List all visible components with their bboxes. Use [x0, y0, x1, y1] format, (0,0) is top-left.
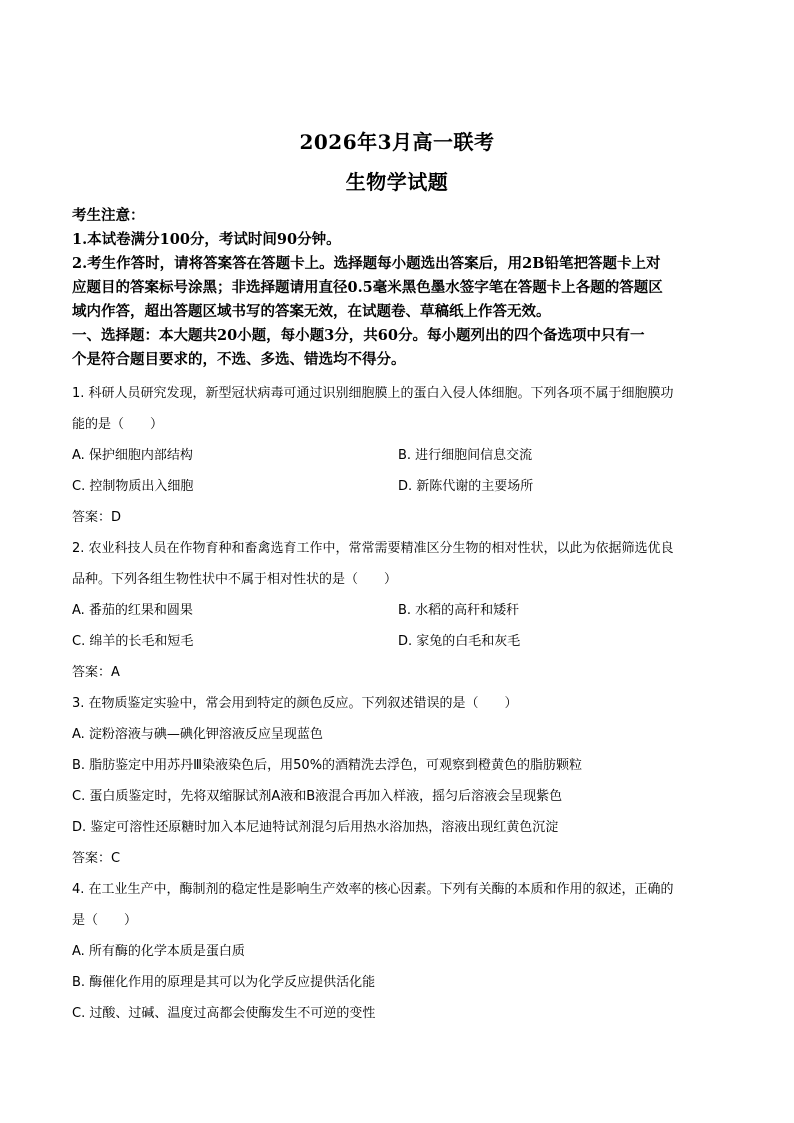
question-stem: 能的是（ ） [72, 417, 164, 432]
question-3 [72, 688, 724, 874]
notice-line: 1.本试卷满分100分，考试时间90分钟。 [72, 231, 341, 248]
option-c: C. 绵羊的长毛和短毛 [72, 634, 194, 649]
option-d: D. 新陈代谢的主要场所 [398, 479, 534, 494]
question-2 [72, 533, 724, 688]
option-row [72, 471, 724, 502]
question-stem: 1. 科研人员研究发现，新型冠状病毒可通过识别细胞膜上的蛋白入侵人体细胞。下列各项不属于细胞膜功 [72, 386, 674, 401]
exam-title: 2026年3月高一联考 [299, 130, 495, 154]
option-d: D. 家兔的白毛和灰毛 [398, 634, 521, 649]
option-a: A. 淀粉溶液与碘—碘化钾溶液反应呈现蓝色 [72, 727, 323, 742]
option-row [72, 595, 724, 626]
notice-heading: 考生注意： [72, 207, 145, 224]
question-stem: 是（ ） [72, 913, 138, 928]
option-b: B. 水稻的高秆和矮秆 [398, 603, 520, 618]
answer-text: 答案：A [72, 665, 120, 680]
answer-text: 答案：C [72, 851, 121, 866]
section-line: 个是符合题目要求的，不选、多选、错选均不得分。 [72, 351, 406, 368]
notice-line: 应题目的答案标号涂黑；非选择题请用直径0.5毫米黑色墨水签字笔在答题卡上各题的答题区 [72, 279, 663, 296]
exam-subtitle: 生物学试题 [345, 170, 449, 194]
option-b: B. 脂肪鉴定中用苏丹Ⅲ染液染色后，用50%的酒精洗去浮色，可观察到橙黄色的脂肪颗粒 [72, 758, 583, 773]
candidate-notice [72, 204, 724, 324]
option-c: C. 控制物质出入细胞 [72, 479, 194, 494]
answer-text: 答案：D [72, 510, 122, 525]
section-heading [72, 324, 724, 372]
notice-line: 域内作答，超出答题区域书写的答案无效，在试题卷、草稿纸上作答无效。 [72, 303, 551, 320]
question-stem: 4. 在工业生产中，酶制剂的稳定性是影响生产效率的核心因素。下列有关酶的本质和作用的叙述，正确的 [72, 882, 674, 897]
option-b: B. 进行细胞间信息交流 [398, 448, 533, 463]
option-b: B. 酶催化作用的原理是其可以为化学反应提供活化能 [72, 975, 376, 990]
notice-line: 2.考生作答时，请将答案答在答题卡上。选择题每小题选出答案后，用2B铅笔把答题卡上对 [72, 255, 661, 272]
option-a: A. 保护细胞内部结构 [72, 448, 193, 463]
section-line: 一、选择题：本大题共20小题，每小题3分，共60分。每小题列出的四个备选项中只有一 [72, 327, 645, 344]
option-d: D. 鉴定可溶性还原糖时加入本尼迪特试剂混匀后用热水浴加热，溶液出现红黄色沉淀 [72, 820, 559, 835]
option-a: A. 番茄的红果和圆果 [72, 603, 193, 618]
option-a: A. 所有酶的化学本质是蛋白质 [72, 944, 245, 959]
question-4 [72, 874, 724, 1029]
option-row [72, 440, 724, 471]
question-stem: 3. 在物质鉴定实验中，常会用到特定的颜色反应。下列叙述错误的是（ ） [72, 696, 518, 711]
question-1 [72, 378, 724, 533]
question-list [72, 378, 724, 1029]
option-c: C. 过酸、过碱、温度过高都会使酶发生不可逆的变性 [72, 1006, 376, 1021]
option-row [72, 626, 724, 657]
question-stem: 品种。下列各组生物性状中不属于相对性状的是（ ） [72, 572, 398, 587]
question-stem: 2. 农业科技人员在作物育种和畜禽选育工作中，常常需要精准区分生物的相对性状，以此为依据筛选优良 [72, 541, 674, 556]
option-c: C. 蛋白质鉴定时，先将双缩脲试剂A液和B液混合再加入样液，摇匀后溶液会呈现紫色 [72, 789, 563, 804]
